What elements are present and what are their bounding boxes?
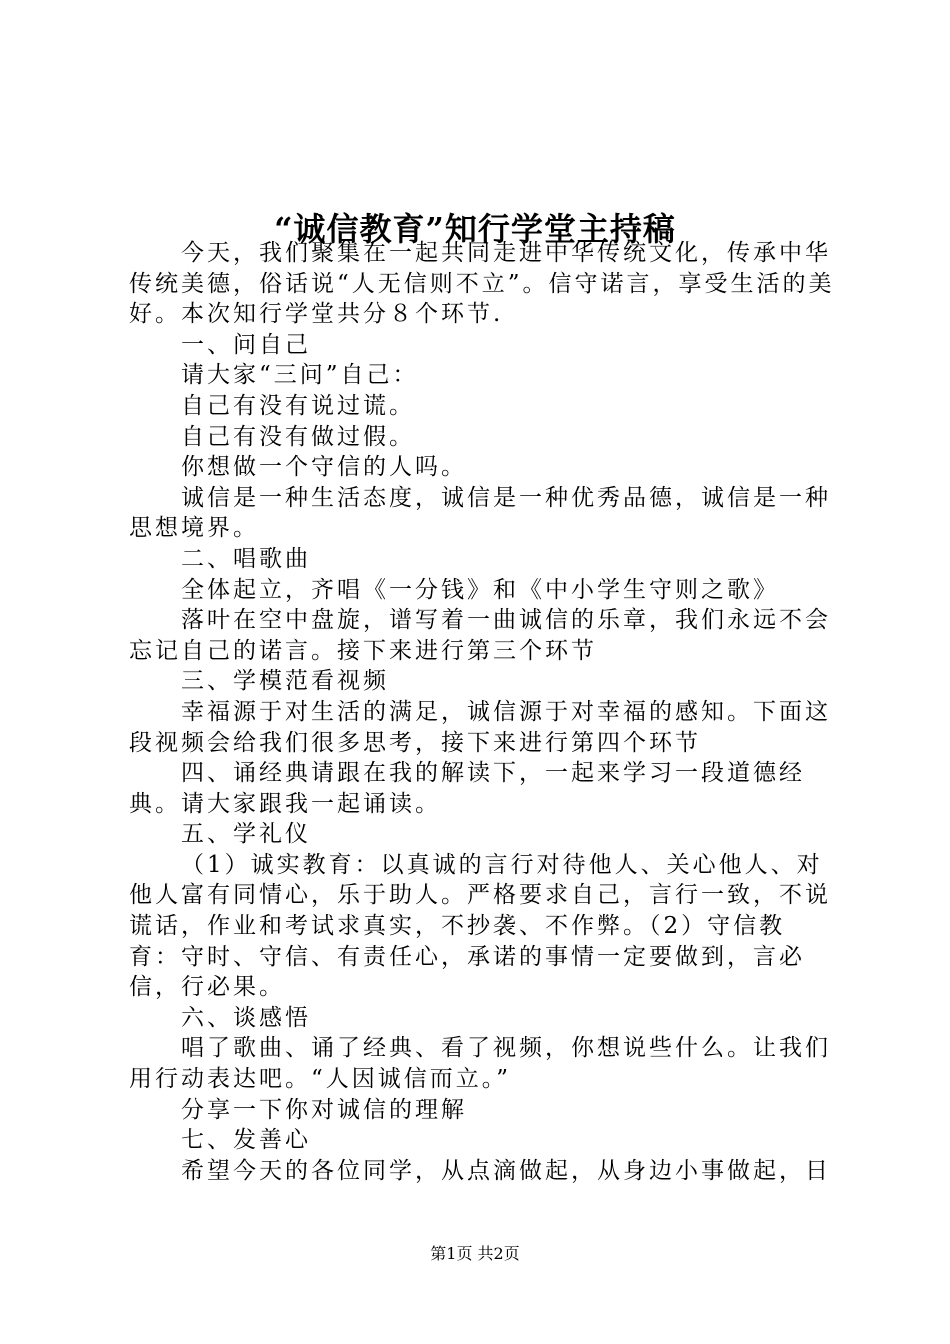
section-heading: 五、学礼仪: [181, 821, 311, 848]
section-heading: 一、问自己: [181, 331, 311, 358]
paragraph: 唱了歌曲、诵了经典、看了视频，你想说些什么。让我们用行动表达吧。“人因诚信而立。”: [129, 1035, 831, 1093]
paragraph: 分享一下你对诚信的理解: [181, 1096, 467, 1123]
paragraph: 落叶在空中盘旋，谱写着一曲诚信的乐章，我们永远不会忘记自己的诺言。接下来进行第三个环节: [129, 607, 831, 664]
document-body: [129, 238, 835, 1186]
paragraph: 全体起立，齐唱《一分钱》和《中小学生守则之歌》: [181, 576, 779, 603]
section-heading: 六、谈感悟: [181, 1004, 311, 1031]
paragraph: （1）诚实教育：以真诚的言行对待他人、关心他人、对他人富有同情心，乐于助人。严格要求自己，言行一致，不说谎话，作业和考试求真实，不抄袭、不作弊。（2）守信教育：守时、守信、有责任心，承诺的事情一定要做到，言必信，行必果。: [129, 851, 831, 1001]
section-heading: 七、发善心: [181, 1127, 311, 1154]
paragraph: 你想做一个守信的人吗。: [181, 454, 467, 481]
paragraph: 诚信是一种生活态度，诚信是一种优秀品德，诚信是一种思想境界。: [129, 484, 831, 542]
document-title: “诚信教育”知行学堂主持稿: [274, 210, 676, 249]
section-heading: 三、学模范看视频: [181, 668, 389, 695]
paragraph: 四、诵经典请跟在我的解读下，一起来学习一段道德经典。请大家跟我一起诵读。: [129, 760, 805, 817]
paragraph: 希望今天的各位同学，从点滴做起，从身边小事做起，日: [181, 1157, 831, 1184]
page-footer: 第1页 共2页: [430, 1244, 520, 1263]
paragraph: 自己有没有说过谎。: [181, 392, 415, 419]
paragraph: 幸福源于对生活的满足，诚信源于对幸福的感知。下面这段视频会给我们很多思考，接下来进行第四个环节: [129, 698, 831, 756]
section-heading: 二、唱歌曲: [181, 545, 311, 572]
paragraph: 今天，我们聚集在一起共同走进中华传统文化，传承中华传统美德，俗话说“人无信则不立”。信守诺言，享受生活的美好。本次知行学堂共分８个环节.: [129, 240, 835, 328]
paragraph: 自己有没有做过假。: [181, 423, 415, 450]
paragraph: 请大家“三问”自己：: [181, 362, 419, 389]
